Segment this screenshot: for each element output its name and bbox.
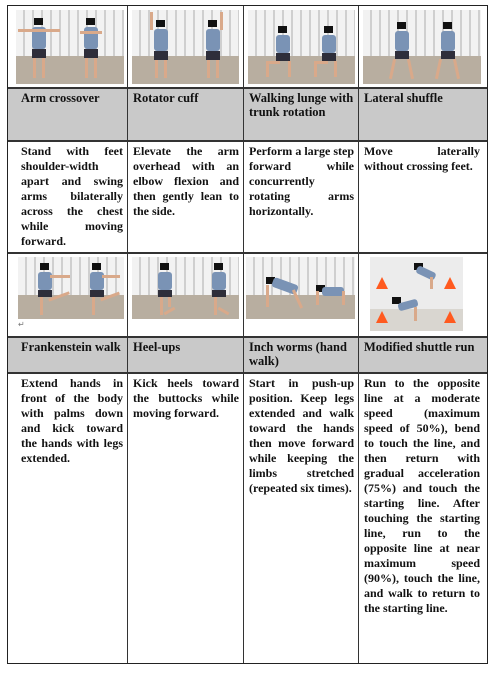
exercise-name-lateral-shuffle: Lateral shuffle <box>364 91 443 105</box>
exercise-desc-modified-shuttle-run: Run to the opposite line at a moderate speed (maximum speed of 50%), bend to touch the line, and then return with gradual acceleration (75%) and touch the starting line. After touching the starting line, run to the opposite line at near maximum speed (90%), touch the line, and walk to return to the starting line. <box>364 376 480 615</box>
photo-rotator-cuff <box>132 10 239 84</box>
row-divider <box>8 140 487 142</box>
photo-heel-ups <box>132 257 239 319</box>
photo-arm-crossover <box>16 10 124 84</box>
exercise-name-arm-crossover: Arm crossover <box>21 91 100 105</box>
exercise-desc-lateral-shuffle: Move laterally without crossing feet. <box>364 144 480 173</box>
column-divider <box>358 6 359 663</box>
row-divider <box>8 336 487 338</box>
exercise-desc-rotator-cuff: Elevate the arm overhead with an elbow flexion and then gently lean to the side. <box>133 144 239 218</box>
exercise-name-inch-worms: Inch worms (hand walk) <box>249 340 347 368</box>
exercise-name-rotator-cuff: Rotator cuff <box>133 91 199 105</box>
exercise-desc-frankenstein-walk: Extend hands in front of the body with palms down and kick toward the hands with legs extended. <box>21 376 123 465</box>
exercise-desc-inch-worms: Start in push-up position. Keep legs extended and walk toward the hands then move forward while keeping the limbs stretched (repeated six times). <box>249 376 354 495</box>
photo-walking-lunge <box>248 10 355 84</box>
exercise-name-modified-shuttle-run: Modified shuttle run <box>364 340 475 354</box>
exercise-table <box>7 5 488 664</box>
column-divider <box>127 6 128 663</box>
photo-modified-shuttle-run <box>370 257 463 331</box>
exercise-name-heel-ups: Heel-ups <box>133 340 181 354</box>
row-divider <box>8 372 487 374</box>
photo-frankenstein-walk <box>18 257 124 319</box>
photo-lateral-shuffle <box>363 10 481 84</box>
column-divider <box>243 6 244 663</box>
photo-inch-worms <box>246 257 355 319</box>
exercise-desc-arm-crossover: Stand with feet shoulder-width apart and swing arms bilaterally across the chest while moving forward. <box>21 144 123 248</box>
exercise-desc-walking-lunge: Perform a large step forward while concurrently rotating arms horizontally. <box>249 144 354 218</box>
exercise-name-frankenstein-walk: Frankenstein walk <box>21 340 121 354</box>
exercise-name-walking-lunge: Walking lunge with trunk rotation <box>249 91 354 119</box>
row-divider <box>8 252 487 254</box>
paragraph-mark-icon: ↵ <box>18 320 25 329</box>
row-divider <box>8 87 487 89</box>
exercise-desc-heel-ups: Kick heels toward the buttocks while moving forward. <box>133 376 239 420</box>
